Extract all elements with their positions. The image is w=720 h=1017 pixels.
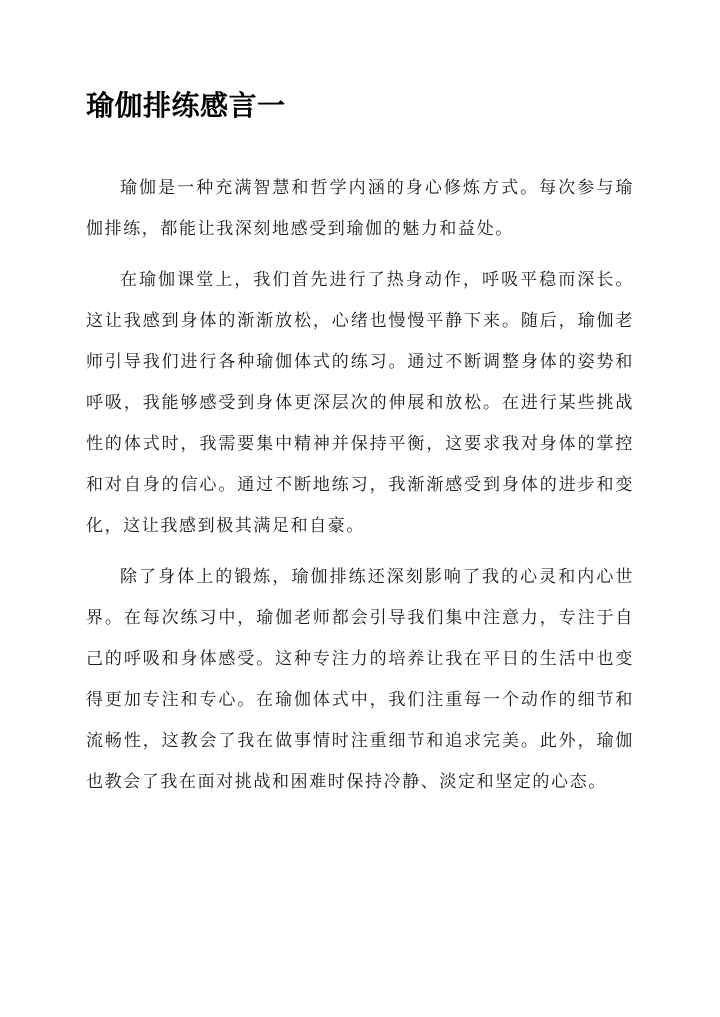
document-title: 瑜伽排练感言一: [86, 89, 286, 122]
paragraph-2: 在瑜伽课堂上，我们首先进行了热身动作，呼吸平稳而深长。这让我感到身体的渐渐放松，心绪也慢慢平静下来。随后，瑜伽老师引导我们进行各种瑜伽体式的练习。通过不断调整身体的姿势和呼吸，我能够感受到身体更深层次的伸展和放松。在进行某些挑战性的体式时，我需要集中精神并保持平衡，这要求我对身体的掌控和对自身的信心。通过不断地练习，我渐渐感受到身体的进步和变化，这让我感到极其满足和自豪。: [86, 270, 634, 536]
paragraph-1: 瑜伽是一种充满智慧和哲学内涵的身心修炼方式。每次参与瑜伽排练，都能让我深刻地感受到瑜伽的魅力和益处。: [86, 178, 634, 239]
paragraph-3: 除了身体上的锻炼，瑜伽排练还深刻影响了我的心灵和内心世界。在每次练习中，瑜伽老师都会引导我们集中注意力，专注于自己的呼吸和身体感受。这种专注力的培养让我在平日的生活中也变得更加专注和专心。在瑜伽体式中，我们注重每一个动作的细节和流畅性，这教会了我在做事情时注重细节和追求完美。此外，瑜伽也教会了我在面对挑战和困难时保持冷静、淡定和坚定的心态。: [86, 567, 634, 792]
document-body: [86, 168, 634, 813]
